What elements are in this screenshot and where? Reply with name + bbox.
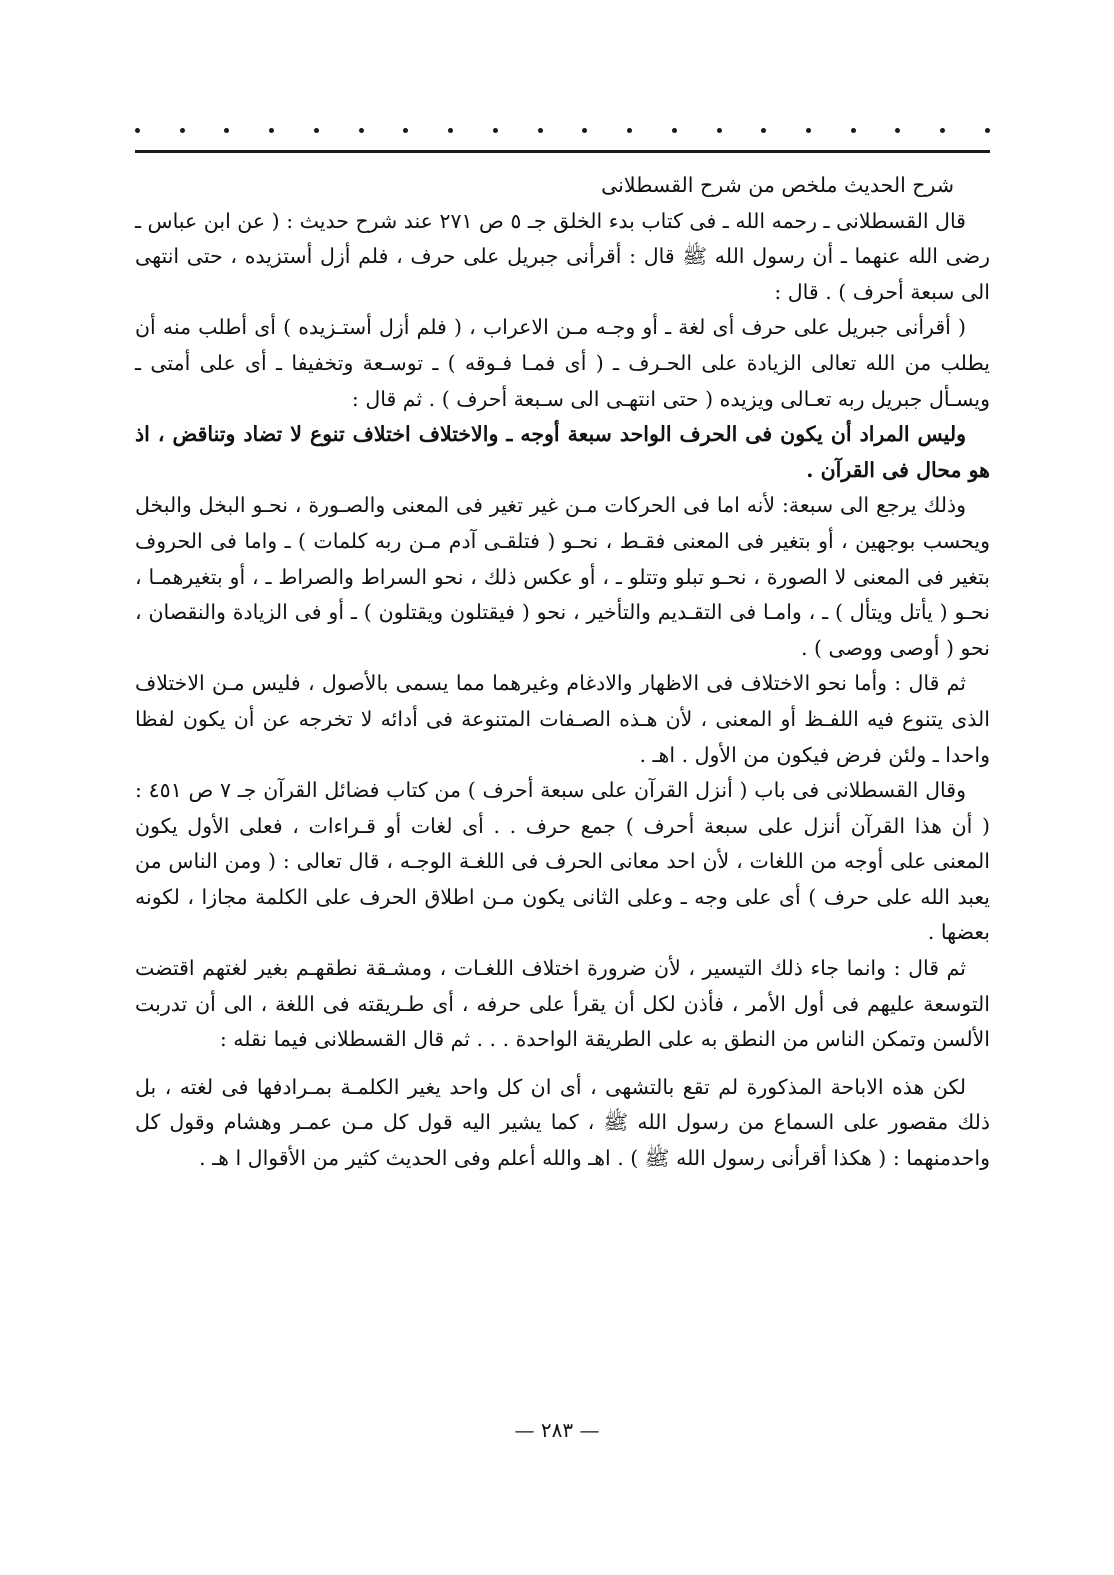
header-dot [180,128,185,133]
header-dot [448,128,453,133]
header-dot [895,128,900,133]
header-dot [314,128,319,133]
header-rule [135,150,990,153]
header-dot [269,128,274,133]
header-dot [582,128,587,133]
body-text [135,168,990,1177]
paragraph-2: ( أقرأنى جبريل على حرف أى لغة ـ أو وجـه مـن الاعراب ، ( فلم أزل أستـزيده ) أى أطلب منه أن يطلب من الله تعالى الزيادة على الحـرف ـ ( أى فمـا فـوقه ) ـ توسـعة وتخفيفا ـ أى على أمتى ـ ويسـأل جبريل ربه تعـالى ويزيده ( حتى انتهـى الى سـبعة أحرف ) . ثم قال : [135,315,990,411]
paragraph-3: وليس المراد أن يكون فى الحرف الواحد سبعة أوجه ـ والاختلاف اختلاف تنوع لا تضاد وتناقض ، اذ هو محال فى القرآن . [135,422,990,482]
header-dot [985,128,990,133]
header-dot [761,128,766,133]
paragraph-6: وقال القسطلانى فى باب ( أنزل القرآن على سبعة أحرف ) من كتاب فضائل القرآن جـ ٧ ص ٤٥١ : ( أن هذا القرآن أنزل على سبعة أحرف ) جمع حرف . . أى لغات أو قـراءات ، فعلى الأول يكون المعنى على أوجه من اللغات ، لأن احد معانى الحرف فى اللغـة الوجـه ، قال تعالى : ( ومن الناس من يعبد الله على حرف ) أى على وجه ـ وعلى الثانى يكون مـن اطلاق الحرف على الكلمة مجازا ، لكونه بعضها . [135,778,990,945]
header-dot [224,128,229,133]
header-dot [940,128,945,133]
paragraph-4: وذلك يرجع الى سبعة: لأنه اما فى الحركات مـن غير تغير فى المعنى والصـورة ، نحـو البخل والبخل ويحسب بوجهين ، أو بتغير فى المعنى فقـط ، نحـو ( فتلقـى آدم مـن ربه كلمات ) ـ واما فى الحروف بتغير فى المعنى لا الصورة ، نحـو تبلو وتتلو ـ ، أو عكس ذلك ، نحو السراط والصراط ـ ، أو بتغيرهمـا ، نحـو ( يأتل ويتأل ) ـ ، وامـا فى التقـديم والتأخير ، نحو ( فيقتلون ويقتلون ) ـ أو فى الزيادة والنقصان ، نحو ( أوصى ووصى ) . [135,493,990,660]
header-dot [135,128,140,133]
paragraph-1: قال القسطلانى ـ رحمه الله ـ فى كتاب بدء الخلق جـ ٥ ص ٢٧١ عند شرح حديث : ( عن ابن عباس ـ رضى الله عنهما ـ أن رسول الله ﷺ قال : أقرأنى جبريل على حرف ، فلم أزل أستزيده ، حتى انتهى الى سبعة أحرف ) . قال : [135,208,990,304]
header-dot [717,128,722,133]
header-dot [672,128,677,133]
header-dot-ornament [135,120,990,140]
page-number: — ٢٨٣ — [514,1418,600,1442]
section-heading: شرح الحديث ملخص من شرح القسطلانى [601,173,954,197]
header-dot [359,128,364,133]
paragraph-8: لكن هذه الاباحة المذكورة لم تقع بالتشهى ، أى ان كل واحد يغير الكلمـة بمـرادفها فى لغته ، بل ذلك مقصور على السماع من رسول الله ﷺ ، كما يشير اليه قول كل مـن عمـر وهشام وقول كل واحدمنهما : ( هكذا أقرأنى رسول الله ﷺ ) . اهـ والله أعلم وفى الحديث كثير من الأقوال ا هـ . [135,1074,990,1171]
header-dot [538,128,543,133]
header-dot [493,128,498,133]
header-dot [806,128,811,133]
paragraph-5: ثم قال : وأما نحو الاختلاف فى الاظهار والادغام وغيرهما مما يسمى بالأصول ، فليس مـن الاختلاف الذى يتنوع فيه اللفـظ أو المعنى ، لأن هـذه الصـفات المتنوعة فى أدائه لا تخرجه عن أن يكون لفظا واحدا ـ ولئن فرض فيكون من الأول . اهـ . [135,671,990,767]
header-dot [627,128,632,133]
header-dot [403,128,408,133]
paragraph-7: ثم قال : وانما جاء ذلك التيسير ، لأن ضرورة اختلاف اللغـات ، ومشـقة نطقهـم بغير لغتهم اقتضت التوسعة عليهم فى أول الأمر ، فأذن لكل أن يقرأ على حرفه ، أى طـريقته فى اللغة ، الى أن تدربت الألسن وتمكن الناس من النطق به على الطريقة الواحدة . . . ثم قال القسطلانى فيما نقله : [135,956,990,1052]
header-dot [851,128,856,133]
